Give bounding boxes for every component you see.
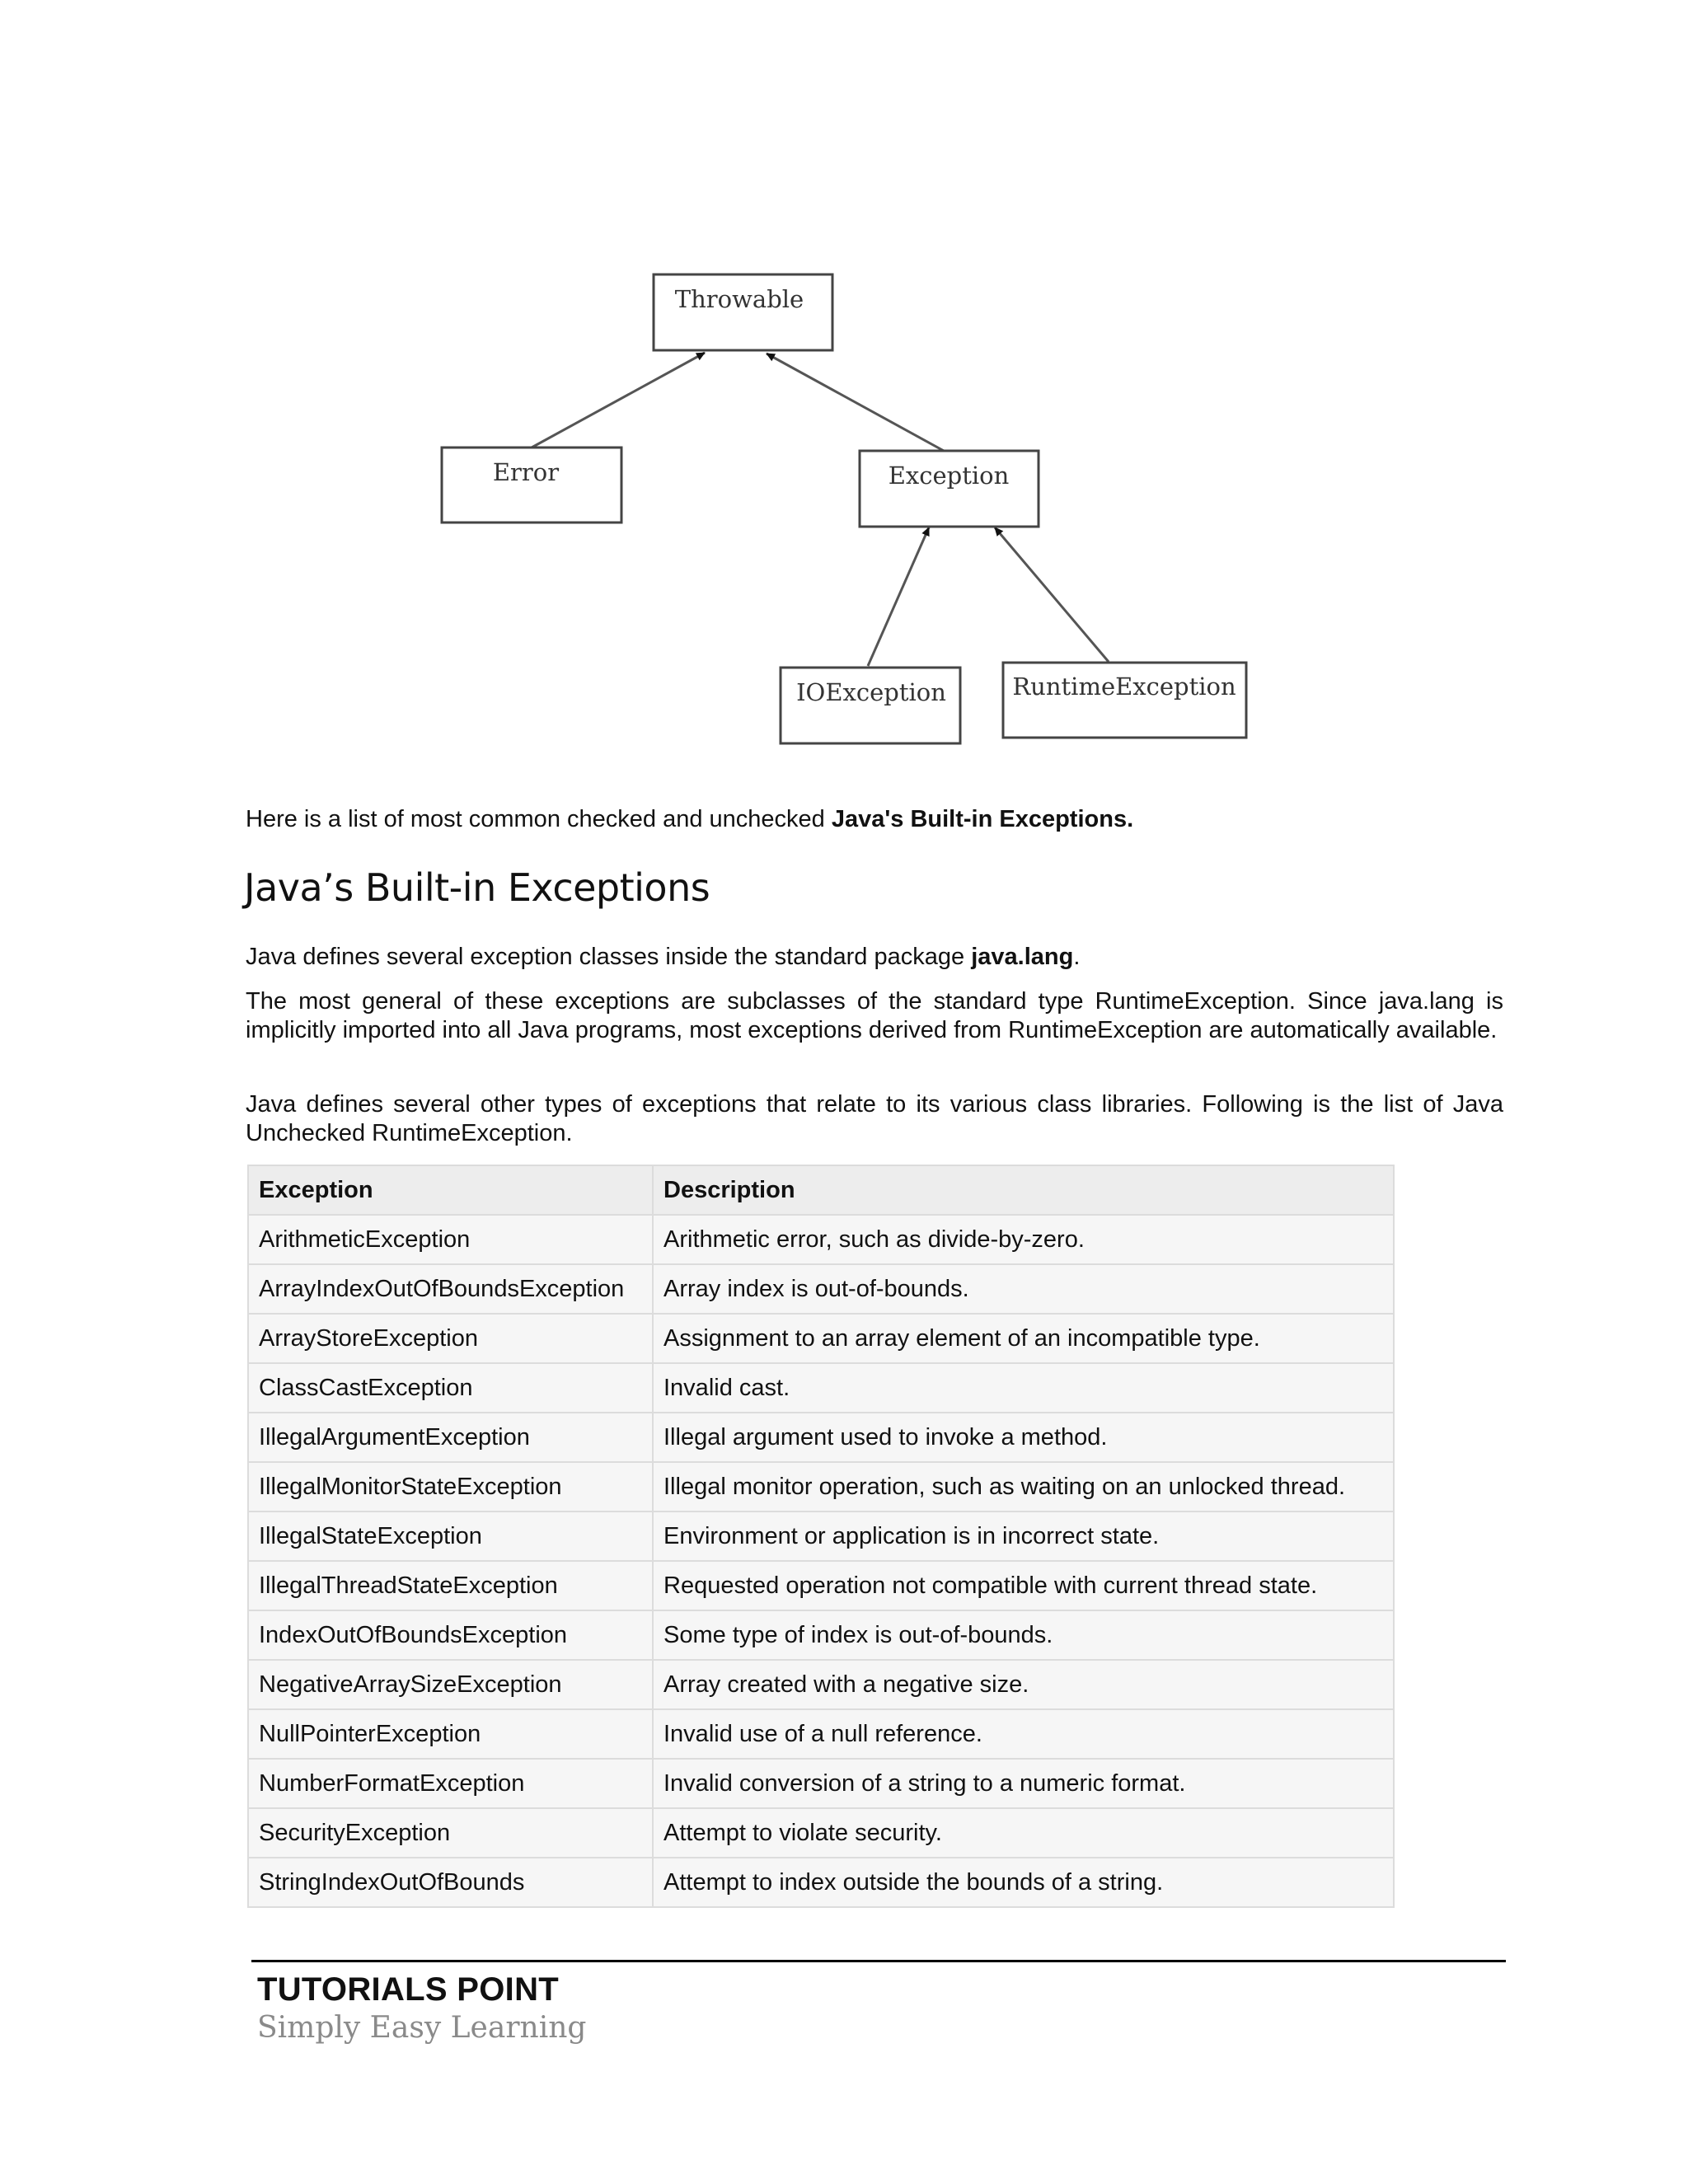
footer-tagline: Simply Easy Learning <box>257 2011 587 2045</box>
cell-description: Invalid cast. <box>653 1363 1394 1413</box>
paragraph-java-lang <box>246 943 1503 972</box>
para1-bold: java.lang <box>971 944 1074 970</box>
section-heading: Java’s Built-in Exceptions <box>244 865 710 910</box>
intro-bold: Java's Built-in Exceptions. <box>831 806 1134 832</box>
table-row <box>248 1462 1394 1511</box>
edge-exception-throwable <box>767 354 944 451</box>
intro-text: Here is a list of most common checked and unchecked <box>246 806 832 832</box>
cell-description: Attempt to violate security. <box>653 1808 1394 1858</box>
paragraph-unchecked-list: Java defines several other types of exceptions that relate to its various class libraries. Following is the list of Java Unchecked RuntimeException. <box>246 1091 1503 1146</box>
cell-exception: IllegalThreadStateException <box>248 1561 653 1610</box>
intro-paragraph <box>246 805 1503 834</box>
cell-exception: NullPointerException <box>248 1709 653 1759</box>
cell-exception: NegativeArraySizeException <box>248 1660 653 1709</box>
cell-exception: IllegalMonitorStateException <box>248 1462 653 1511</box>
table-row <box>248 1660 1394 1709</box>
cell-exception: IllegalStateException <box>248 1511 653 1561</box>
table-row <box>248 1413 1394 1462</box>
node-label-ioexception: IOException <box>796 678 946 706</box>
header-description: Description <box>653 1165 1394 1215</box>
footer-brand: TUTORIALS POINT <box>257 1971 559 2008</box>
cell-description: Some type of index is out-of-bounds. <box>653 1610 1394 1660</box>
cell-exception: IndexOutOfBoundsException <box>248 1610 653 1660</box>
para1-end: . <box>1073 944 1081 970</box>
footer-divider <box>251 1960 1506 1962</box>
cell-exception: ClassCastException <box>248 1363 653 1413</box>
cell-description: Environment or application is in incorrect state. <box>653 1511 1394 1561</box>
cell-exception: SecurityException <box>248 1808 653 1858</box>
table-row <box>248 1610 1394 1660</box>
cell-description: Invalid conversion of a string to a numeric format. <box>653 1759 1394 1808</box>
node-label-error: Error <box>492 458 560 486</box>
table-row <box>248 1759 1394 1808</box>
cell-description: Array created with a negative size. <box>653 1660 1394 1709</box>
edge-error-throwable <box>532 353 705 448</box>
header-exception: Exception <box>248 1165 653 1215</box>
cell-description: Assignment to an array element of an incompatible type. <box>653 1314 1394 1363</box>
cell-description: Illegal monitor operation, such as waiting on an unlocked thread. <box>653 1462 1394 1511</box>
table-row <box>248 1363 1394 1413</box>
cell-exception: NumberFormatException <box>248 1759 653 1808</box>
cell-description: Attempt to index outside the bounds of a string. <box>653 1858 1394 1907</box>
exception-hierarchy-diagram <box>0 0 1688 775</box>
cell-description: Invalid use of a null reference. <box>653 1709 1394 1759</box>
cell-exception: ArithmeticException <box>248 1215 653 1264</box>
table-row <box>248 1215 1394 1264</box>
cell-exception: ArrayStoreException <box>248 1314 653 1363</box>
exceptions-table <box>247 1165 1395 1908</box>
table-row <box>248 1314 1394 1363</box>
table-row <box>248 1709 1394 1759</box>
para1-text: Java defines several exception classes inside the standard package <box>246 944 972 970</box>
cell-description: Requested operation not compatible with current thread state. <box>653 1561 1394 1610</box>
node-label-throwable: Throwable <box>674 285 804 313</box>
table-row <box>248 1561 1394 1610</box>
node-label-exception: Exception <box>888 462 1010 490</box>
table-row <box>248 1511 1394 1561</box>
cell-description: Illegal argument used to invoke a method. <box>653 1413 1394 1462</box>
cell-description: Array index is out-of-bounds. <box>653 1264 1394 1314</box>
cell-exception: StringIndexOutOfBounds <box>248 1858 653 1907</box>
table-header-row <box>248 1165 1394 1215</box>
cell-description: Arithmetic error, such as divide-by-zero. <box>653 1215 1394 1264</box>
table-row <box>248 1808 1394 1858</box>
node-label-runtimeexception: RuntimeException <box>1012 673 1236 701</box>
cell-exception: ArrayIndexOutOfBoundsException <box>248 1264 653 1314</box>
edge-ioexception-exception <box>868 527 929 666</box>
edge-runtimeexception-exception <box>995 527 1109 662</box>
table-row <box>248 1858 1394 1907</box>
cell-exception: IllegalArgumentException <box>248 1413 653 1462</box>
table-row <box>248 1264 1394 1314</box>
paragraph-runtime-exception: The most general of these exceptions are subclasses of the standard type RuntimeException. Since java.lang is implicitly imported into all Java programs, most exceptions derived from RuntimeException are automatically available. <box>246 988 1503 1043</box>
